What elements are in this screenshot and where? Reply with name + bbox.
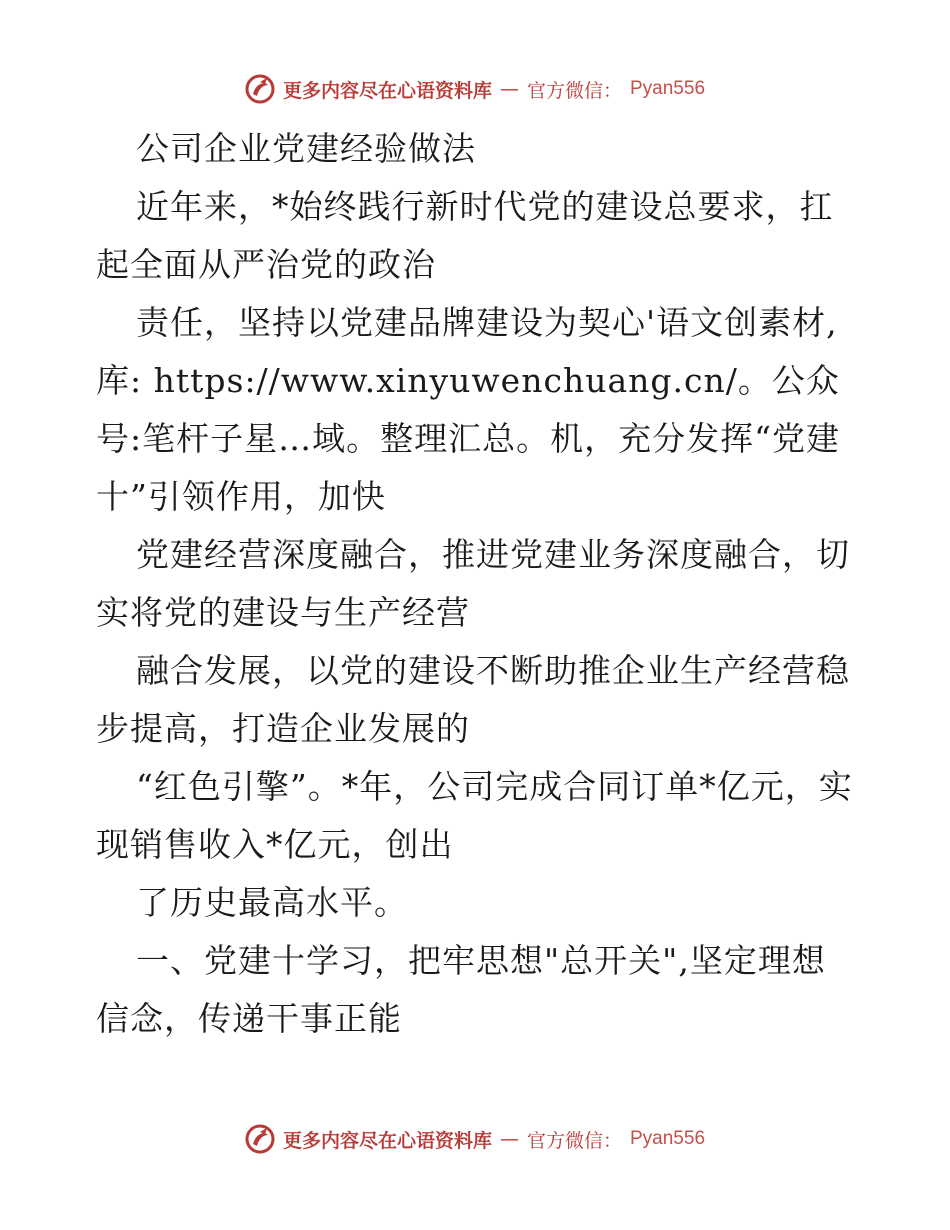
paragraph: 了历史最高水平。	[136, 883, 408, 922]
banner-wechat-id: Pyan556	[630, 1128, 706, 1149]
banner-dash: —	[499, 1128, 519, 1150]
paragraph: 融合发展，以党的建设不断助推企业生产经营稳步提高，打造企业发展的	[96, 651, 850, 748]
banner-wechat-label: 官方微信：	[526, 1129, 622, 1152]
red-swirl-logo-icon	[245, 1124, 275, 1154]
banner-dash: —	[499, 78, 519, 100]
red-swirl-logo-icon	[245, 74, 275, 104]
banner-site-text: 更多内容尽在心语资料库	[282, 79, 492, 102]
footer-banner	[0, 1124, 950, 1154]
paragraph: 近年来，*始终践行新时代党的建设总要求，扛起全面从严治党的政治	[96, 187, 834, 284]
document-title: 公司企业党建经验做法	[136, 129, 476, 168]
paragraph: 党建经营深度融合，推进党建业务深度融合，切实将党的建设与生产经营	[96, 535, 850, 632]
paragraph: 责任，坚持以党建品牌建设为契心'语文创素材,库: https://www.xinyuwenchuang.cn/。公众号:笔杆子星…域。整理汇总。机，充分发挥“党建十”引领作用，加快	[96, 303, 840, 516]
paragraph: “红色引擎”。*年，公司完成合同订单*亿元，实现销售收入*亿元，创出	[96, 767, 853, 864]
document-body	[96, 120, 856, 1048]
banner-site-text: 更多内容尽在心语资料库	[282, 1129, 492, 1152]
header-banner	[0, 74, 950, 104]
section-heading: 一、党建十学习，把牢思想"总开关",坚定理想信念，传递干事正能	[96, 941, 826, 1038]
banner-wechat-id: Pyan556	[630, 78, 706, 99]
banner-wechat-label: 官方微信：	[526, 79, 622, 102]
